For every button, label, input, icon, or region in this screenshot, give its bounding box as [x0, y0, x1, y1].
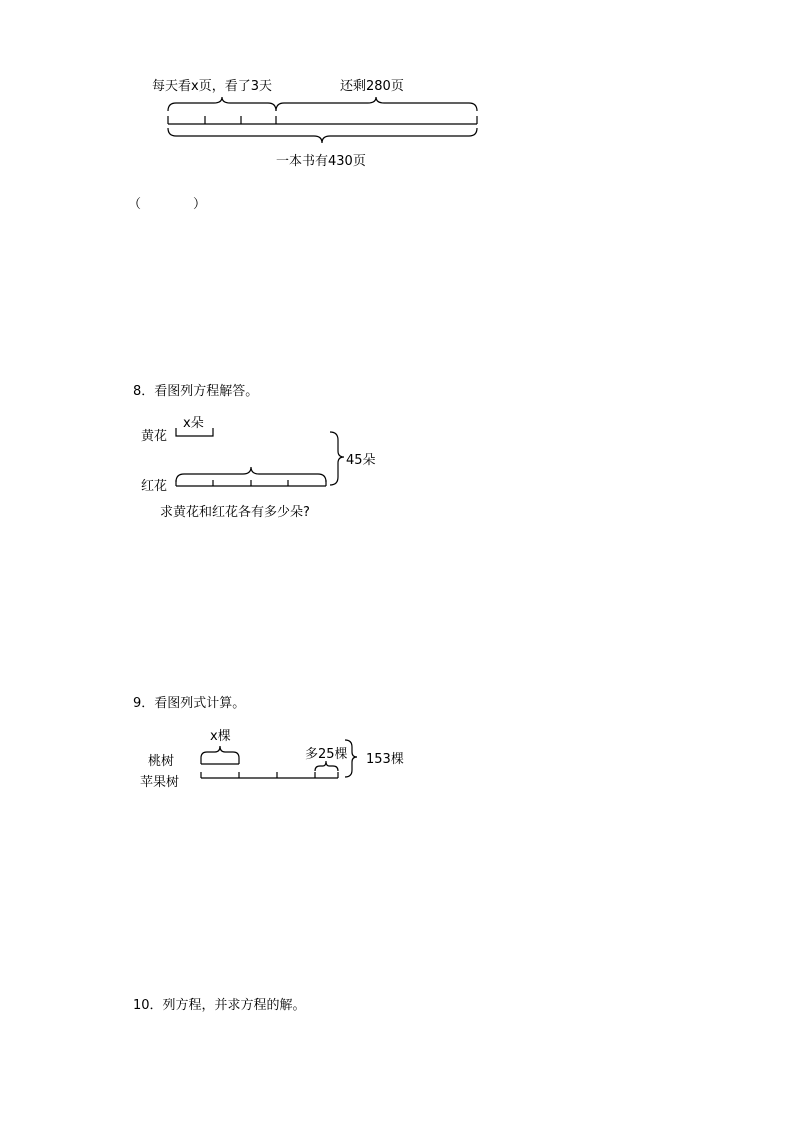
problem-9-title: 9．看图列式计算。	[133, 696, 246, 711]
total-trees-label: 153棵	[366, 752, 404, 767]
remaining-pages-label: 还剩280页	[340, 79, 404, 94]
red-flower-label: 红花	[141, 479, 168, 494]
more-brace	[315, 761, 338, 771]
question-text: 求黄花和红花各有多少朵?	[160, 505, 310, 520]
x-flowers-label: x朵	[183, 416, 204, 431]
daily-pages-label: 每天看x页，看了3天	[152, 79, 272, 94]
total-brace	[345, 740, 357, 777]
problem-10-title: 10．列方程，并求方程的解。	[133, 998, 306, 1013]
total-pages-label: 一本书有430页	[276, 154, 366, 169]
peach-tree-label: 桃树	[148, 754, 175, 769]
x-brace	[201, 746, 239, 758]
total-flowers-label: 45朵	[346, 453, 376, 468]
more-trees-label: 多25棵	[305, 747, 348, 762]
x-trees-label: x棵	[210, 729, 231, 744]
problem-8-title: 8．看图列方程解答。	[133, 384, 259, 399]
apple-tree-label: 苹果树	[140, 775, 180, 790]
yellow-flower-label: 黄花	[141, 429, 168, 444]
answer-bracket: （ ）	[128, 197, 207, 212]
